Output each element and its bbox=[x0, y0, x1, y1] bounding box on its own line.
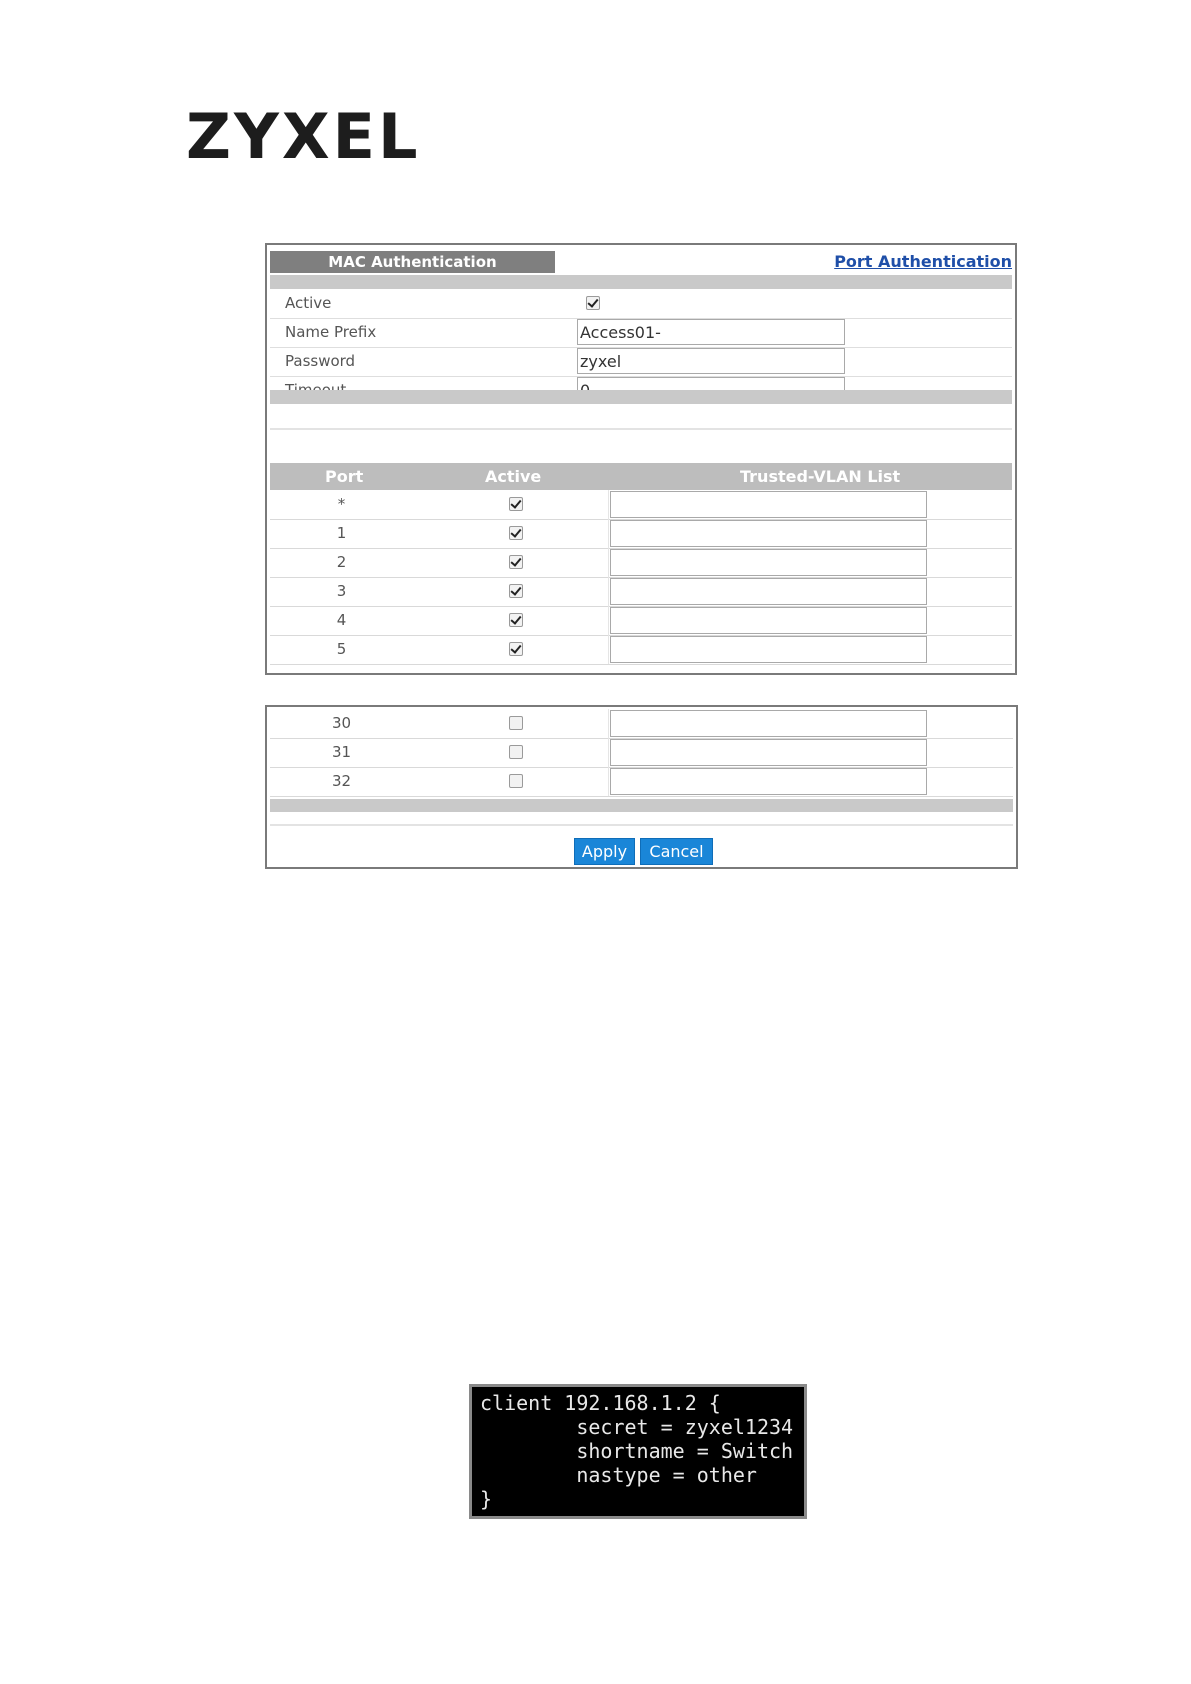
port-active-checkbox[interactable] bbox=[509, 716, 523, 730]
column-separator bbox=[608, 738, 609, 767]
port-number: 5 bbox=[336, 640, 347, 658]
active-row bbox=[270, 289, 1012, 319]
password-input[interactable]: zyxel bbox=[577, 348, 845, 374]
terminal-line: } bbox=[480, 1487, 493, 1511]
port-number: 30 bbox=[331, 714, 352, 732]
divider bbox=[270, 428, 1012, 430]
column-separator bbox=[608, 709, 609, 738]
terminal-line: shortname = Switch bbox=[480, 1439, 794, 1463]
name-prefix-label: Name Prefix bbox=[285, 323, 377, 341]
column-separator bbox=[608, 490, 609, 519]
zyxel-logo: ZYXEL bbox=[186, 100, 421, 173]
password-row bbox=[270, 347, 1012, 377]
port-active-checkbox[interactable] bbox=[509, 584, 523, 598]
trusted-vlan-input[interactable] bbox=[610, 739, 927, 766]
trusted-vlan-input[interactable] bbox=[610, 578, 927, 605]
trusted-vlan-input[interactable] bbox=[610, 520, 927, 547]
trusted-vlan-input[interactable] bbox=[610, 768, 927, 795]
radius-client-config-terminal bbox=[469, 1384, 807, 1519]
column-separator bbox=[608, 635, 609, 664]
apply-button[interactable]: Apply bbox=[574, 838, 635, 865]
port-active-checkbox[interactable] bbox=[509, 774, 523, 788]
mac-authentication-panel bbox=[265, 243, 1017, 675]
trusted-vlan-input[interactable] bbox=[610, 549, 927, 576]
header-active: Active bbox=[485, 467, 542, 486]
tab-mac-authentication[interactable]: MAC Authentication bbox=[270, 251, 555, 273]
port-number: 32 bbox=[331, 772, 352, 790]
column-separator bbox=[608, 548, 609, 577]
name-prefix-input[interactable]: Access01- bbox=[577, 319, 845, 345]
terminal-line: nastype = other bbox=[480, 1463, 757, 1487]
table-row bbox=[270, 709, 1013, 739]
port-active-checkbox[interactable] bbox=[509, 642, 523, 656]
trusted-vlan-input[interactable] bbox=[610, 710, 927, 737]
terminal-line: client 192.168.1.2 { bbox=[480, 1391, 721, 1415]
active-label: Active bbox=[285, 294, 332, 312]
column-separator bbox=[608, 767, 609, 796]
column-separator bbox=[608, 577, 609, 606]
port-number: 31 bbox=[331, 743, 352, 761]
port-number: 3 bbox=[336, 582, 347, 600]
name-prefix-row bbox=[270, 318, 1012, 348]
table-row bbox=[270, 577, 1012, 607]
active-checkbox[interactable] bbox=[586, 296, 600, 310]
port-authentication-link[interactable]: Port Authentication bbox=[834, 252, 1012, 271]
column-separator bbox=[608, 519, 609, 548]
header-trusted-vlan: Trusted-VLAN List bbox=[740, 467, 901, 486]
cancel-button[interactable]: Cancel bbox=[640, 838, 713, 865]
port-number: 4 bbox=[336, 611, 347, 629]
section-footer-bar bbox=[270, 390, 1012, 404]
table-row bbox=[270, 490, 1012, 520]
password-label: Password bbox=[285, 352, 356, 370]
trusted-vlan-input[interactable] bbox=[610, 607, 927, 634]
table-row bbox=[270, 635, 1012, 665]
tab-bar bbox=[270, 248, 1012, 275]
port-active-checkbox[interactable] bbox=[509, 613, 523, 627]
terminal-line: secret = zyxel1234 bbox=[480, 1415, 794, 1439]
port-number: 2 bbox=[336, 553, 347, 571]
trusted-vlan-input[interactable] bbox=[610, 491, 927, 518]
port-active-checkbox[interactable] bbox=[509, 555, 523, 569]
port-active-checkbox[interactable] bbox=[509, 745, 523, 759]
port-number: * bbox=[337, 495, 346, 513]
port-number: 1 bbox=[336, 524, 347, 542]
divider bbox=[270, 824, 1013, 826]
port-active-checkbox[interactable] bbox=[509, 497, 523, 511]
port-table-continued-panel bbox=[265, 705, 1018, 869]
column-separator bbox=[608, 606, 609, 635]
port-table-header bbox=[270, 463, 1012, 490]
section-header-bar bbox=[270, 275, 1012, 289]
header-port: Port bbox=[325, 467, 364, 486]
trusted-vlan-input[interactable] bbox=[610, 636, 927, 663]
table-row bbox=[270, 519, 1012, 549]
table-row bbox=[270, 738, 1013, 768]
table-footer-bar bbox=[270, 799, 1013, 812]
table-row bbox=[270, 606, 1012, 636]
table-row bbox=[270, 767, 1013, 797]
port-active-checkbox[interactable] bbox=[509, 526, 523, 540]
table-row bbox=[270, 548, 1012, 578]
